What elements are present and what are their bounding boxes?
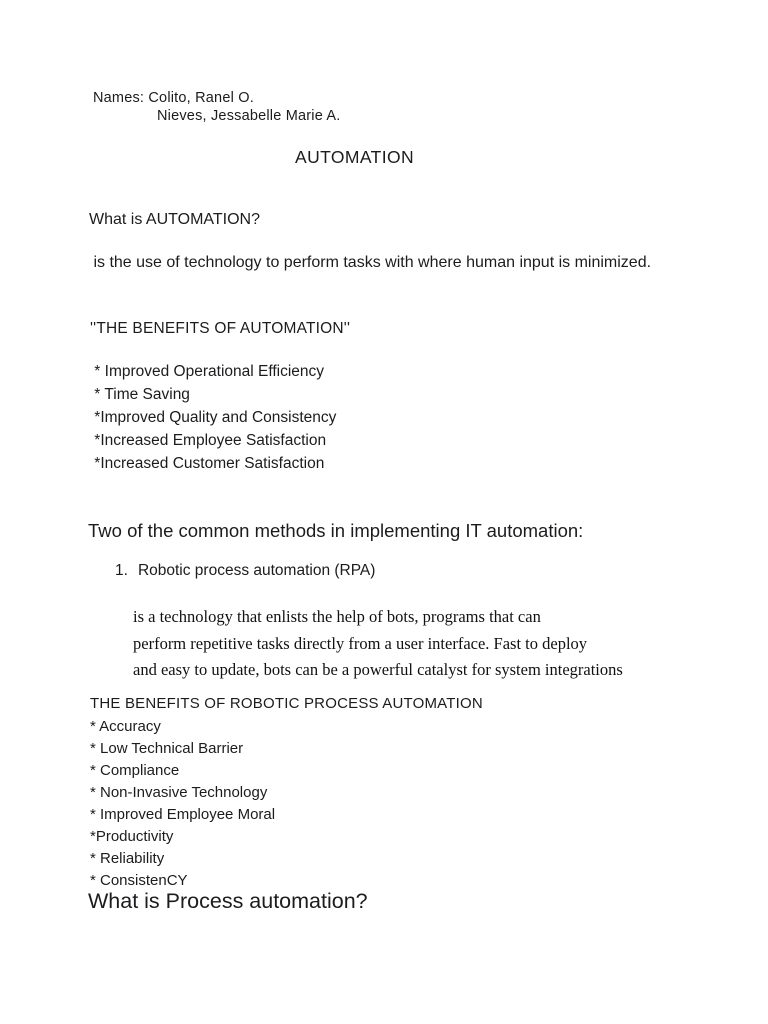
rpa-benefit-item: * Non-Invasive Technology bbox=[90, 784, 268, 801]
benefits-of-rpa-list bbox=[90, 716, 275, 892]
benefits-of-automation-list bbox=[90, 360, 336, 475]
rpa-description-line: is a technology that enlists the help of bots, programs that can bbox=[133, 607, 541, 626]
what-is-automation-answer: is the use of technology to perform tasks with where human input is minimized. bbox=[89, 254, 652, 271]
rpa-benefit-item: * Accuracy bbox=[90, 718, 161, 735]
author-name-line2: Nieves, Jessabelle Marie A. bbox=[157, 107, 341, 124]
benefits-of-automation-heading: ''THE BENEFITS OF AUTOMATION'' bbox=[90, 320, 351, 337]
benefits-of-rpa-heading: THE BENEFITS OF ROBOTIC PROCESS AUTOMATION bbox=[90, 695, 483, 712]
rpa-description-line: and easy to update, bots can be a powerful catalyst for system integrations bbox=[133, 660, 623, 679]
benefit-item: *Improved Quality and Consistency bbox=[90, 409, 337, 426]
benefit-item: * Improved Operational Efficiency bbox=[90, 363, 325, 380]
benefit-item: *Increased Customer Satisfaction bbox=[90, 455, 325, 472]
method-1-name: Robotic process automation (RPA) bbox=[137, 562, 376, 579]
benefit-item: * Time Saving bbox=[90, 386, 190, 403]
rpa-benefit-item: * Low Technical Barrier bbox=[90, 740, 244, 757]
rpa-description-line: perform repetitive tasks directly from a user interface. Fast to deploy bbox=[133, 633, 588, 653]
method-1-list-item bbox=[115, 560, 375, 581]
it-automation-methods-heading: Two of the common methods in implementing IT automation: bbox=[88, 520, 584, 541]
benefit-item: *Increased Employee Satisfaction bbox=[90, 432, 327, 449]
rpa-benefit-item: * ConsistenCY bbox=[90, 872, 188, 889]
rpa-benefit-item: * Improved Employee Moral bbox=[90, 806, 276, 823]
method-1-number: 1. bbox=[115, 562, 128, 579]
what-is-process-automation-question: What is Process automation? bbox=[88, 889, 368, 913]
rpa-description-paragraph bbox=[133, 604, 623, 684]
what-is-automation-question: What is AUTOMATION? bbox=[89, 211, 260, 228]
rpa-benefit-item: *Productivity bbox=[90, 828, 174, 845]
document-title: AUTOMATION bbox=[295, 147, 415, 167]
rpa-benefit-item: * Compliance bbox=[90, 762, 180, 779]
author-names bbox=[93, 90, 341, 125]
author-name-line1: Names: Colito, Ranel O. bbox=[93, 90, 254, 106]
rpa-benefit-item: * Reliability bbox=[90, 850, 165, 867]
